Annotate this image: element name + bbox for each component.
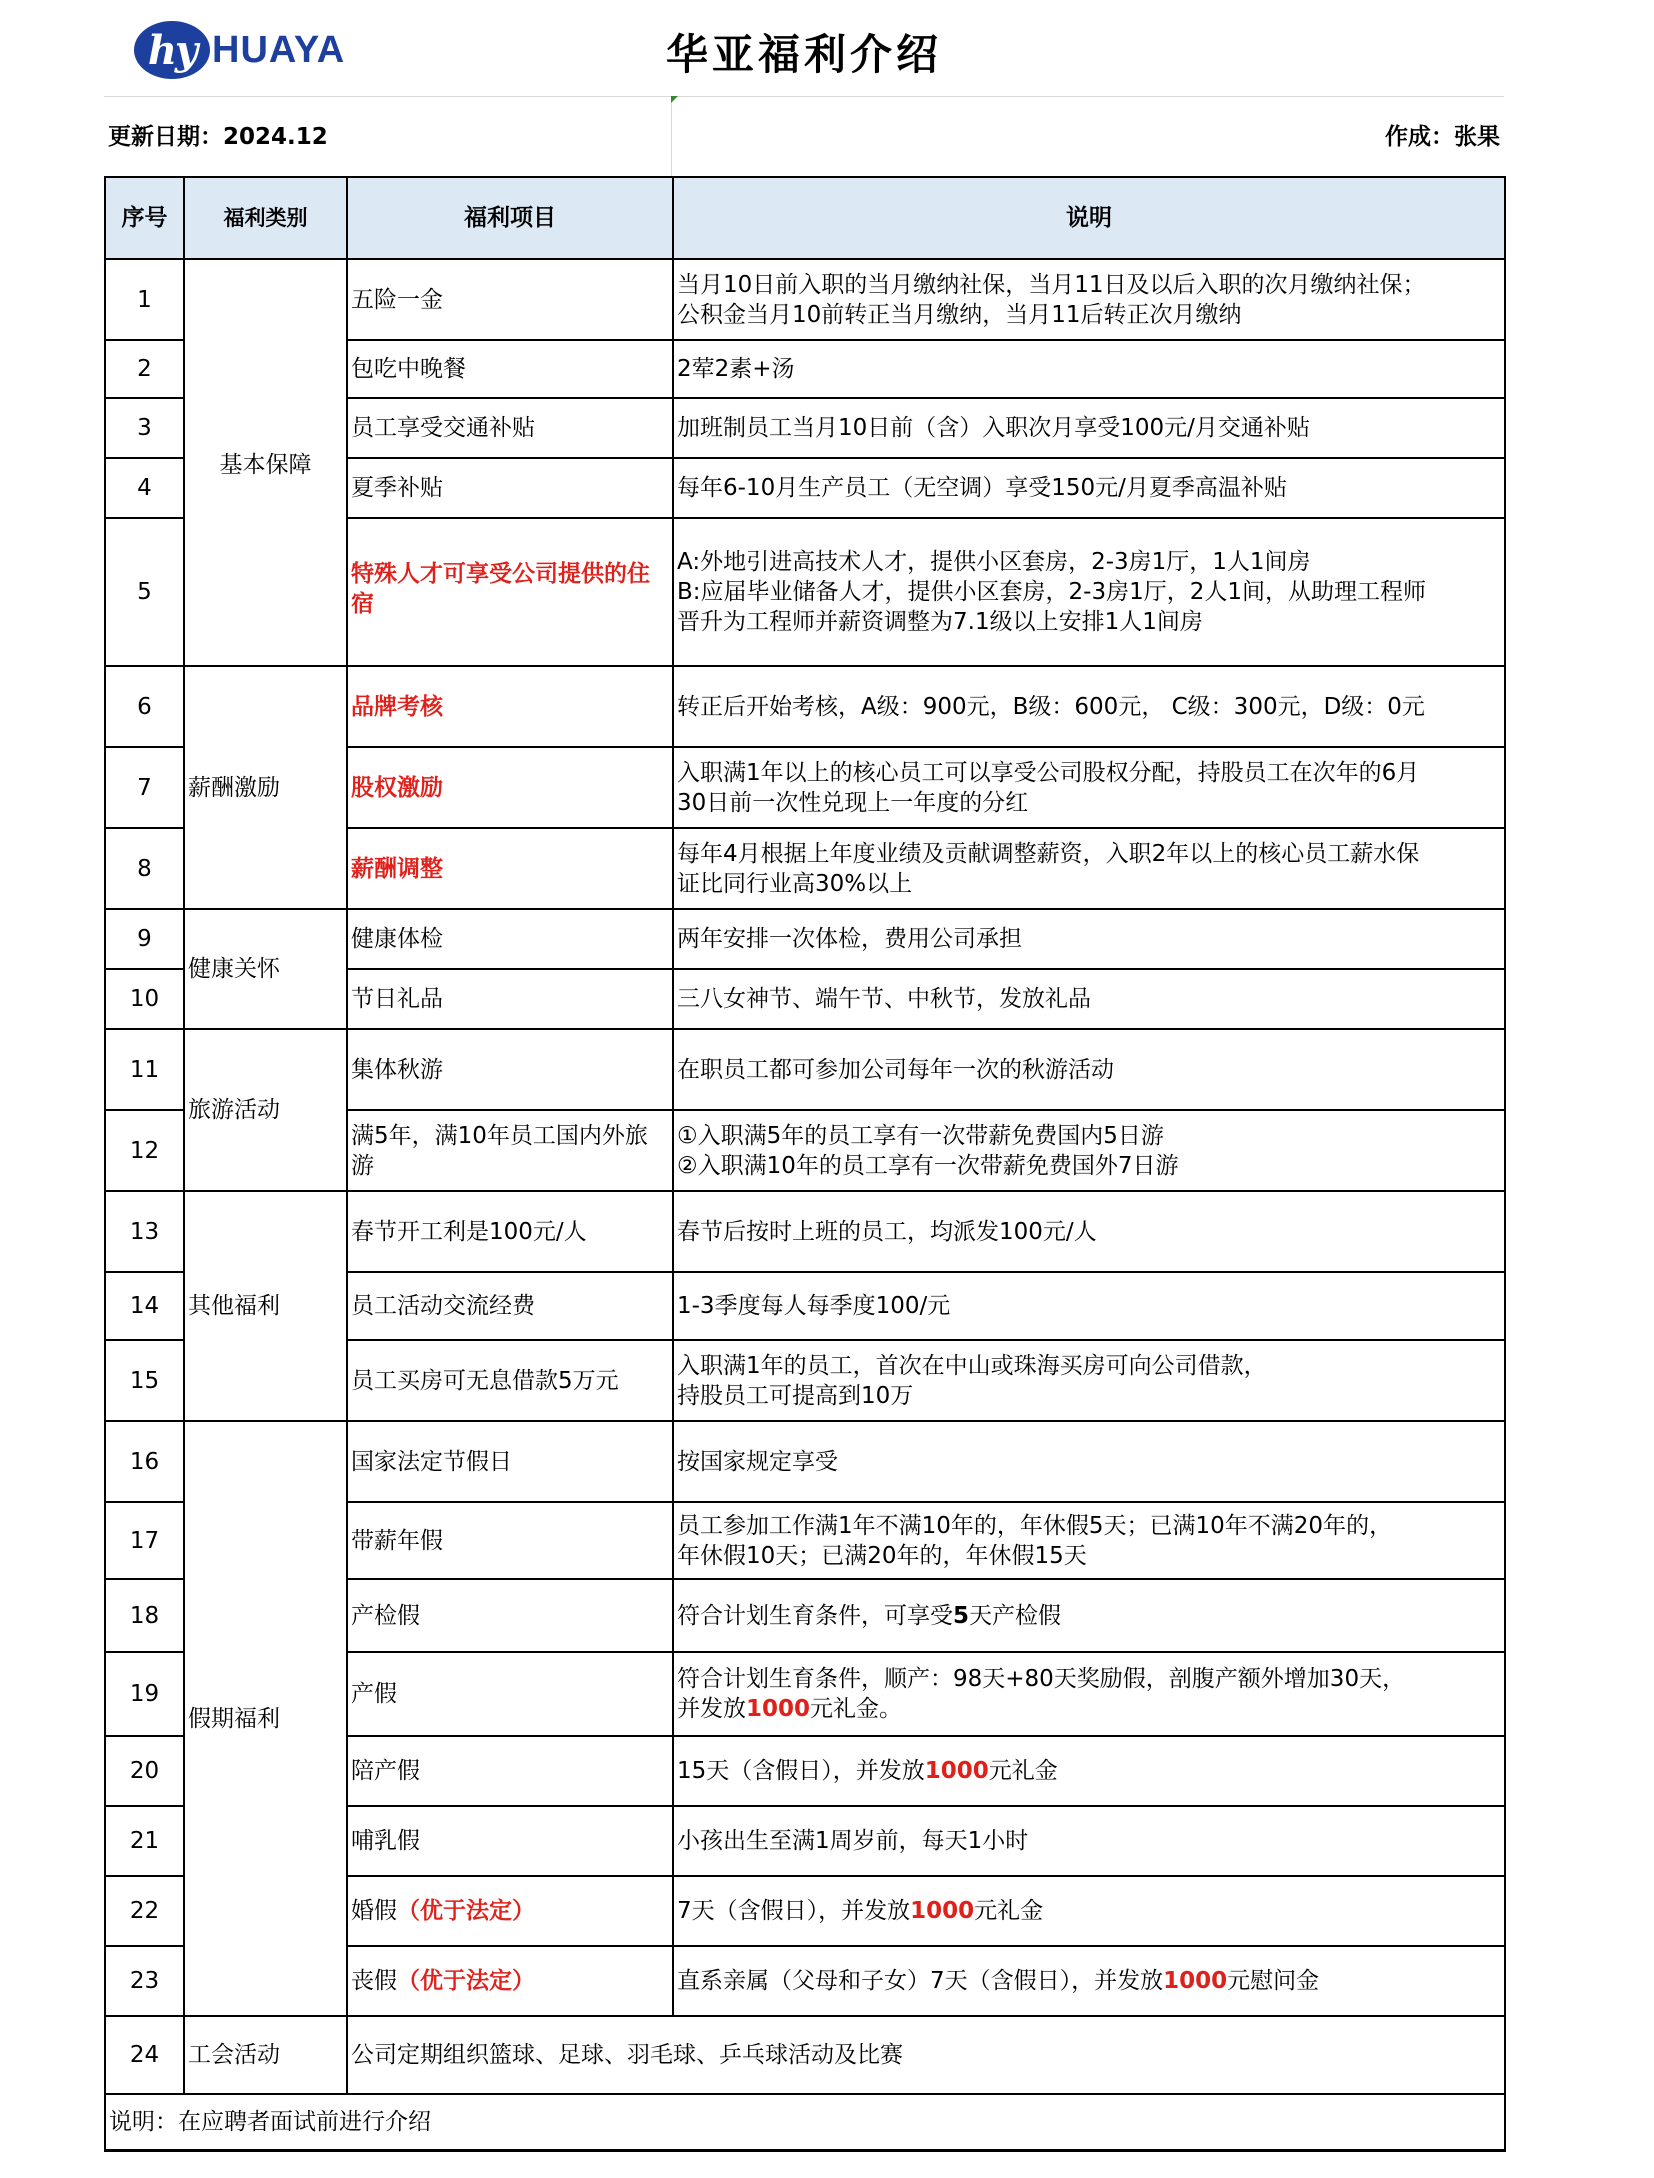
desc-cell (673, 1736, 1505, 1806)
desc-line: ②入职满10年的员工享有一次带薪免费国外7日游 (677, 1152, 1179, 1179)
item-cell: 公司定期组织篮球、足球、羽毛球、乒乓球活动及比赛 (347, 2016, 1505, 2094)
row-number: 23 (105, 1946, 184, 2016)
item-cell: 产假 (347, 1652, 673, 1736)
desc-cell (673, 1579, 1505, 1652)
logo-mark-icon: hy (134, 21, 210, 79)
desc-text: 直系亲属（父母和子女）7天（含假日），并发放 (677, 1968, 1164, 1994)
desc-cell (673, 1110, 1505, 1191)
desc-emphasis: 1000 (910, 1898, 975, 1924)
row-number: 20 (105, 1736, 184, 1806)
desc-text: 天产检假 (969, 1602, 1062, 1629)
cell-comment-marker-icon (671, 96, 678, 103)
desc-cell (673, 828, 1505, 909)
item-emphasis: （优于法定） (397, 1898, 535, 1924)
desc-emphasis: 1000 (746, 1696, 811, 1722)
row-number: 16 (105, 1421, 184, 1502)
desc-cell (673, 1340, 1505, 1421)
row-number: 8 (105, 828, 184, 909)
row-number: 9 (105, 909, 184, 969)
item-cell: 国家法定节假日 (347, 1421, 673, 1502)
item-text: 婚假 (351, 1898, 397, 1924)
row-number: 17 (105, 1502, 184, 1579)
desc-emphasis: 1000 (924, 1758, 989, 1784)
item-cell: 陪产假 (347, 1736, 673, 1806)
desc-cell: 按国家规定享受 (673, 1421, 1505, 1502)
desc-cell: 1-3季度每人每季度100/元 (673, 1272, 1505, 1340)
desc-line: 持股员工可提高到10万 (677, 1382, 914, 1409)
desc-cell: 加班制员工当月10日前（含）入职次月享受100元/月交通补贴 (673, 398, 1505, 458)
desc-text: 元礼金 (974, 1898, 1044, 1924)
desc-cell: 春节后按时上班的员工，均派发100元/人 (673, 1191, 1505, 1272)
category-cell: 基本保障 (184, 259, 347, 666)
item-cell: 股权激励 (347, 747, 673, 828)
item-cell: 员工买房可无息借款5万元 (347, 1340, 673, 1421)
item-cell: 夏季补贴 (347, 458, 673, 518)
table-row (105, 666, 1505, 747)
desc-cell: 在职员工都可参加公司每年一次的秋游活动 (673, 1029, 1505, 1110)
desc-text: 并发放 (677, 1696, 746, 1722)
category-cell: 其他福利 (184, 1191, 347, 1421)
desc-line: 年休假10天；已满20年的，年休假15天 (677, 1542, 1087, 1569)
row-number: 2 (105, 340, 184, 398)
row-number: 15 (105, 1340, 184, 1421)
table-row (105, 1421, 1505, 1502)
col-seq: 序号 (105, 177, 184, 259)
row-number: 13 (105, 1191, 184, 1272)
desc-cell: 两年安排一次体检，费用公司承担 (673, 909, 1505, 969)
item-cell (347, 1946, 673, 2016)
logo-wordmark: HUAYA (212, 28, 346, 71)
desc-cell (673, 259, 1505, 340)
item-cell: 春节开工利是100元/人 (347, 1191, 673, 1272)
row-number: 14 (105, 1272, 184, 1340)
desc-line: 当月10日前入职的当月缴纳社保，当月11日及以后入职的次月缴纳社保； (677, 271, 1426, 298)
row-number: 6 (105, 666, 184, 747)
desc-line: 30日前一次性兑现上一年度的分红 (677, 789, 1029, 816)
row-number: 21 (105, 1806, 184, 1876)
meta-divider (671, 96, 672, 176)
page-title: 华亚福利介绍 (665, 30, 942, 79)
table-row (105, 1191, 1505, 1272)
title-divider (104, 96, 1504, 97)
desc-cell (673, 747, 1505, 828)
desc-line: B:应届毕业储备人才，提供小区套房，2-3房1厅，2人1间，从助理工程师 (677, 579, 1426, 605)
item-cell: 薪酬调整 (347, 828, 673, 909)
desc-cell (673, 1876, 1505, 1946)
item-text: 丧假 (351, 1968, 397, 1994)
item-emphasis: （优于法定） (397, 1968, 535, 1994)
desc-line: 公积金当月10前转正当月缴纳，当月11后转正次月缴纳 (677, 301, 1242, 328)
desc-line: 符合计划生育条件，顺产：98天+80天奖励假，剖腹产额外增加30天， (677, 1666, 1406, 1692)
desc-line: A:外地引进高技术人才，提供小区套房，2-3房1厅，1人1间房 (677, 549, 1311, 575)
desc-line (677, 1694, 1501, 1724)
col-item: 福利项目 (347, 177, 673, 259)
item-cell: 集体秋游 (347, 1029, 673, 1110)
footer-note: 说明：在应聘者面试前进行介绍 (105, 2094, 1505, 2150)
item-cell: 包吃中晚餐 (347, 340, 673, 398)
desc-cell: 2荤2素+汤 (673, 340, 1505, 398)
item-cell: 品牌考核 (347, 666, 673, 747)
row-number: 18 (105, 1579, 184, 1652)
desc-cell (673, 1652, 1505, 1736)
item-cell: 节日礼品 (347, 969, 673, 1029)
item-cell: 产检假 (347, 1579, 673, 1652)
col-desc: 说明 (673, 177, 1505, 259)
item-cell: 五险一金 (347, 259, 673, 340)
category-cell: 健康关怀 (184, 909, 347, 1029)
update-date: 更新日期：2024.12 (108, 124, 328, 150)
table-row (105, 1029, 1505, 1110)
desc-text: 7天（含假日），并发放 (677, 1898, 911, 1924)
item-cell: 员工活动交流经费 (347, 1272, 673, 1340)
desc-line: 入职满1年以上的核心员工可以享受公司股权分配，持股员工在次年的6月 (677, 759, 1420, 786)
desc-cell (673, 1946, 1505, 2016)
table-row (105, 259, 1505, 340)
desc-cell (673, 1502, 1505, 1579)
row-number: 4 (105, 458, 184, 518)
category-cell: 薪酬激励 (184, 666, 347, 909)
row-number: 1 (105, 259, 184, 340)
row-number: 22 (105, 1876, 184, 1946)
item-cell: 带薪年假 (347, 1502, 673, 1579)
desc-line: 员工参加工作满1年不满10年的，年休假5天；已满10年不满20年的， (677, 1512, 1393, 1539)
desc-line: 晋升为工程师并薪资调整为7.1级以上安排1人1间房 (677, 609, 1203, 635)
table-row (105, 2016, 1505, 2094)
item-cell: 健康体检 (347, 909, 673, 969)
item-cell: 满5年，满10年员工国内外旅游 (347, 1110, 673, 1191)
table-row (105, 909, 1505, 969)
desc-text: 符合计划生育条件，可享受 (677, 1602, 953, 1629)
row-number: 24 (105, 2016, 184, 2094)
desc-text: 15天（含假日），并发放 (677, 1758, 925, 1784)
table-header-row (105, 177, 1505, 259)
desc-text: 元礼金 (988, 1758, 1058, 1784)
desc-line: 入职满1年的员工，首次在中山或珠海买房可向公司借款， (677, 1352, 1267, 1379)
row-number: 12 (105, 1110, 184, 1191)
desc-cell: 小孩出生至满1周岁前，每天1小时 (673, 1806, 1505, 1876)
desc-emphasis: 1000 (1163, 1968, 1228, 1994)
category-cell: 假期福利 (184, 1421, 347, 2016)
desc-line: ①入职满5年的员工享有一次带薪免费国内5日游 (677, 1122, 1164, 1149)
desc-cell: 每年6-10月生产员工（无空调）享受150元/月夏季高温补贴 (673, 458, 1505, 518)
col-category: 福利类别 (184, 177, 347, 259)
item-cell: 哺乳假 (347, 1806, 673, 1876)
row-number: 3 (105, 398, 184, 458)
item-cell (347, 1876, 673, 1946)
benefits-table (104, 176, 1506, 2152)
category-cell: 工会活动 (184, 2016, 347, 2094)
category-cell: 旅游活动 (184, 1029, 347, 1191)
desc-text: 元礼金。 (810, 1696, 903, 1722)
row-number: 7 (105, 747, 184, 828)
desc-cell (673, 518, 1505, 666)
item-cell: 员工享受交通补贴 (347, 398, 673, 458)
desc-line: 每年4月根据上年度业绩及贡献调整薪资，入职2年以上的核心员工薪水保 (677, 840, 1420, 867)
footer-row (105, 2094, 1505, 2150)
desc-emphasis: 5 (953, 1602, 970, 1629)
row-number: 11 (105, 1029, 184, 1110)
desc-cell: 转正后开始考核，A级：900元，B级：600元， C级：300元，D级：0元 (673, 666, 1505, 747)
row-number: 5 (105, 518, 184, 666)
author: 作成：张果 (1385, 124, 1500, 150)
row-number: 10 (105, 969, 184, 1029)
desc-text: 元慰问金 (1227, 1968, 1320, 1994)
item-cell: 特殊人才可享受公司提供的住宿 (347, 518, 673, 666)
desc-cell: 三八女神节、端午节、中秋节，发放礼品 (673, 969, 1505, 1029)
desc-line: 证比同行业高30%以上 (677, 870, 913, 897)
row-number: 19 (105, 1652, 184, 1736)
